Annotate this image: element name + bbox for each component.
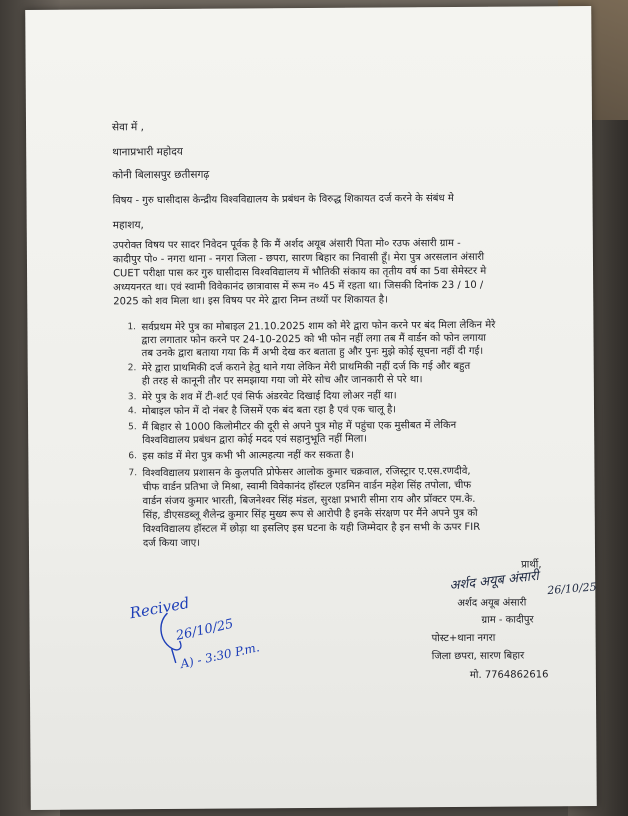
point-number: 5.	[128, 422, 137, 433]
sender-signature: अर्शद अयूब अंसारी	[448, 568, 540, 594]
point-line: विश्वविद्यालय प्रबंधन द्वारा कोई मदद एवं सहानुभूति नहीं मिला।	[142, 433, 367, 447]
point-line: वार्डन संजय कुमार भारती, बिजनेश्वर सिंह मंडल, सुरक्षा प्रभारी सीमा राय और प्रॉक्टर एम.के.	[142, 493, 476, 508]
point-line: मोबाइल फोन में दो नंबर है जिसमें एक बंद बता रहा है एवं एक चालू है।	[141, 404, 397, 418]
salutation-to: सेवा में ,	[111, 121, 145, 134]
sender-post: पोस्ट+थाना नगरा	[431, 632, 496, 645]
sender-label: प्रार्थी,	[521, 559, 542, 571]
point-line: द्वारा लगातार फोन करने पर 24-10-2025 को भी फोन नहीं लगा तब मैं वार्डन को फोन लगाया	[141, 332, 487, 347]
point-number: 1.	[127, 322, 137, 333]
point-number: 2.	[127, 363, 137, 374]
point-line: दर्ज किया जाए।	[142, 537, 201, 550]
complaint-letter	[25, 6, 597, 810]
point-line: मैं बिहार से 1000 किलोमीटर की दूरी से अपने पुत्र मोह में पहुंचा एक मुसीबत में लेकिन	[142, 419, 457, 434]
greeting: महाशय,	[112, 219, 144, 232]
intro-line: कादीपुर पो० - नगरा थाना - नगरा जिला - छपरा, सारण बिहार का निवासी हूँ। मेरा पुत्र अरसलान अंसारी	[112, 251, 485, 266]
intro-line: उपरोक्त विषय पर सादर निवेदन पूर्वक है कि मैं अर्शद अयूब अंसारी पिता मो० रउफ अंसारी ग्राम -	[112, 237, 461, 252]
point-line: मेरे पुत्र के शव में टी-शर्ट एवं सिर्फ अंडरवेट दिखाई दिया लोअर नहीं था।	[141, 390, 397, 404]
point-line: मेरे द्वारा प्राथमिकी दर्ज कराने हेतु थाने गया लेकिन मेरी प्राथमिकी नहीं दर्ज कि गई और बहुत	[141, 360, 471, 375]
signature-date: 26/10/25	[546, 580, 598, 598]
point-line: चीफ वार्डन प्रतिभा जे मिश्रा, स्वामी विवेकानंद हॉस्टल एडमिन वार्डन महेश सिंह तपोला, चीफ	[142, 479, 472, 494]
point-line: तब उनके द्वारा बताया गया कि मैं अभी देख कर बताता हु और पुनः मुझे कोई सूचना नहीं दी गई।	[141, 345, 484, 360]
point-line: सर्वप्रथम मेरे पुत्र का मोबाइल 21.10.2025 शाम को मेरे द्वारा फोन करने पर बंद मिला लेकिन मेरे	[141, 319, 496, 334]
recipient-title: थानाप्रभारी महोदय	[112, 145, 183, 159]
received-time: A) - 3:30 P.m.	[179, 640, 261, 672]
point-number: 7.	[128, 468, 138, 479]
received-word: Recived	[128, 593, 191, 623]
point-line: विश्वविद्यालय प्रशासन के कुलपति प्रोफेसर आलोक कुमार चक्रवाल, रजिस्ट्रार ए.एस.रणदीवे,	[142, 465, 471, 480]
point-number: 6.	[128, 451, 137, 462]
sender-mobile: मो. 7764862616	[469, 669, 549, 681]
point-line: विश्वविद्यालय हॉस्टल में छोड़ा था इसलिए इस घटना के यही जिम्मेदार है इन सभी के ऊपर FIR	[142, 521, 481, 536]
sender-name: अर्शद अयूब अंसारी	[457, 597, 527, 609]
point-line: ही तरह से कानूनी तौर पर समझाया गया जो मेरे सोच और जानकारी से परे था।	[141, 374, 423, 388]
point-number: 3.	[127, 392, 137, 403]
sender-district: जिला छपरा, सारण बिहार	[431, 650, 525, 663]
intro-line: 2025 को शव मिला था। इस विषय पर मेरे द्वारा निम्न तथ्यों पर शिकायत है।	[113, 294, 388, 308]
intro-line: अध्ययनरत था। एवं स्वामी विवेकानंद छात्रावास में रूम न० 45 में रहता था। जिसकी दिनांक 23 / 10 /	[113, 279, 484, 294]
point-line: इस कांड में मेरा पुत्र कभी भी आत्महत्या नहीं कर सकता है।	[142, 449, 355, 463]
point-line: सिंह, डीएसडब्लू शैलेन्द्र कुमार सिंह मुख्य रूप से आरोपी है इनके संरक्षण पर मैंने अपने पुत्र को	[142, 507, 478, 522]
subject-line: विषय - गुरु घासीदास केन्द्रीय विश्वविद्यालय के प्रबंधन के विरुद्ध शिकायत दर्ज करने के संबंध मे	[112, 192, 454, 207]
intro-line: CUET परीक्षा पास कर गुरु घासीदास विश्वविद्यालय में भौतिकी संकाय का तृतीय वर्ष का 5वा सेमेस्टर मे	[113, 265, 487, 280]
point-number: 4.	[127, 406, 137, 417]
sender-village: ग्राम - कादीपुर	[481, 614, 534, 626]
recipient-place: कोनी बिलासपुर छतीसगढ़	[112, 168, 210, 182]
received-date: 26/10/25	[174, 616, 235, 644]
